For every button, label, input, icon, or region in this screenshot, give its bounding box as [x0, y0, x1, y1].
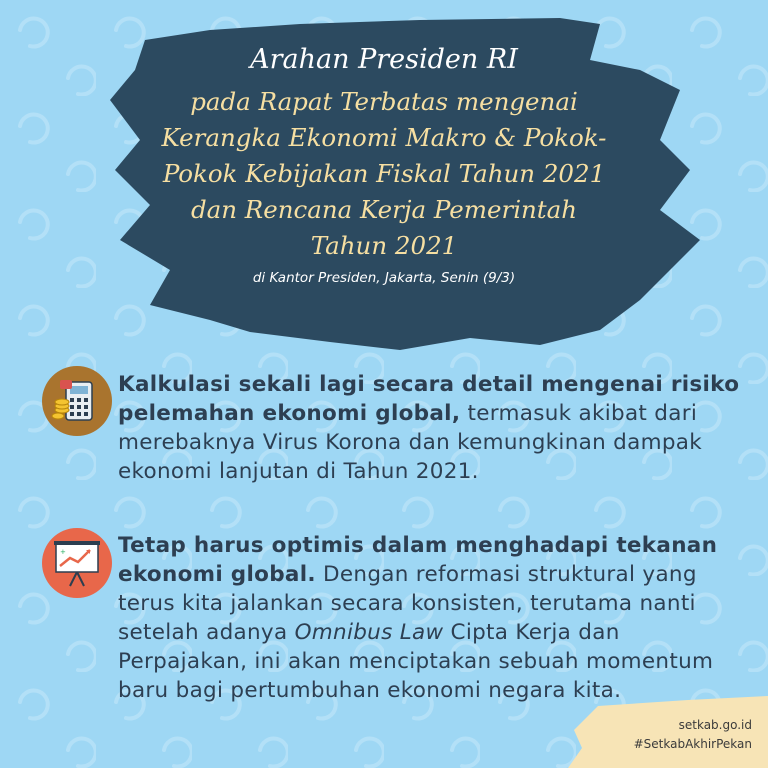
subtitle-line: Kerangka Ekonomi Makro & Pokok- [161, 123, 607, 152]
point-2-text-before: Dengan reformasi struktural yang terus kita jalankan secara konsisten, terutama nanti setelah adanya [118, 562, 697, 645]
svg-text:+: + [60, 548, 66, 556]
subtitle-line: dan Rencana Kerja Pemerintah [190, 195, 578, 224]
directive-point-1 [118, 370, 748, 486]
subtitle-line: pada Rapat Terbatas mengenai [190, 87, 578, 116]
subtitle [110, 84, 658, 264]
footer-site: setkab.go.id [678, 718, 752, 732]
subtitle-line: Tahun 2021 [310, 231, 458, 260]
directive-point-2 [118, 531, 748, 705]
point-1-text: termasuk akibat dari merebaknya Virus Korona dan kemungkinan dampak ekonomi lanjutan di Tahun 2021. [118, 401, 703, 484]
point-2-bold: Tetap harus optimis dalam menghadapi tekanan ekonomi global. [118, 533, 718, 587]
location-date: di Kantor Presiden, Jakarta, Senin (9/3) [252, 270, 516, 286]
point-1-bold: Kalkulasi sekali lagi secara detail mengenai risiko pelemahan ekonomi global, [118, 372, 740, 426]
footer [634, 716, 752, 754]
point-2-italic: Omnibus Law [294, 620, 444, 645]
footer-hashtag: #SetkabAkhirPekan [633, 737, 752, 751]
point-2-text-after: Cipta Kerja dan Perpajakan, ini akan menciptakan sebuah momentum baru bagi pertumbuhan ekonomi negara kita. [118, 620, 714, 703]
calculator-coins-icon [42, 366, 112, 436]
title-block [110, 42, 658, 286]
subtitle-line: Pokok Kebijakan Fiskal Tahun 2021 [162, 159, 606, 188]
page-title: Arahan Presiden RI [250, 44, 518, 75]
growth-chart-board-icon [42, 528, 112, 598]
